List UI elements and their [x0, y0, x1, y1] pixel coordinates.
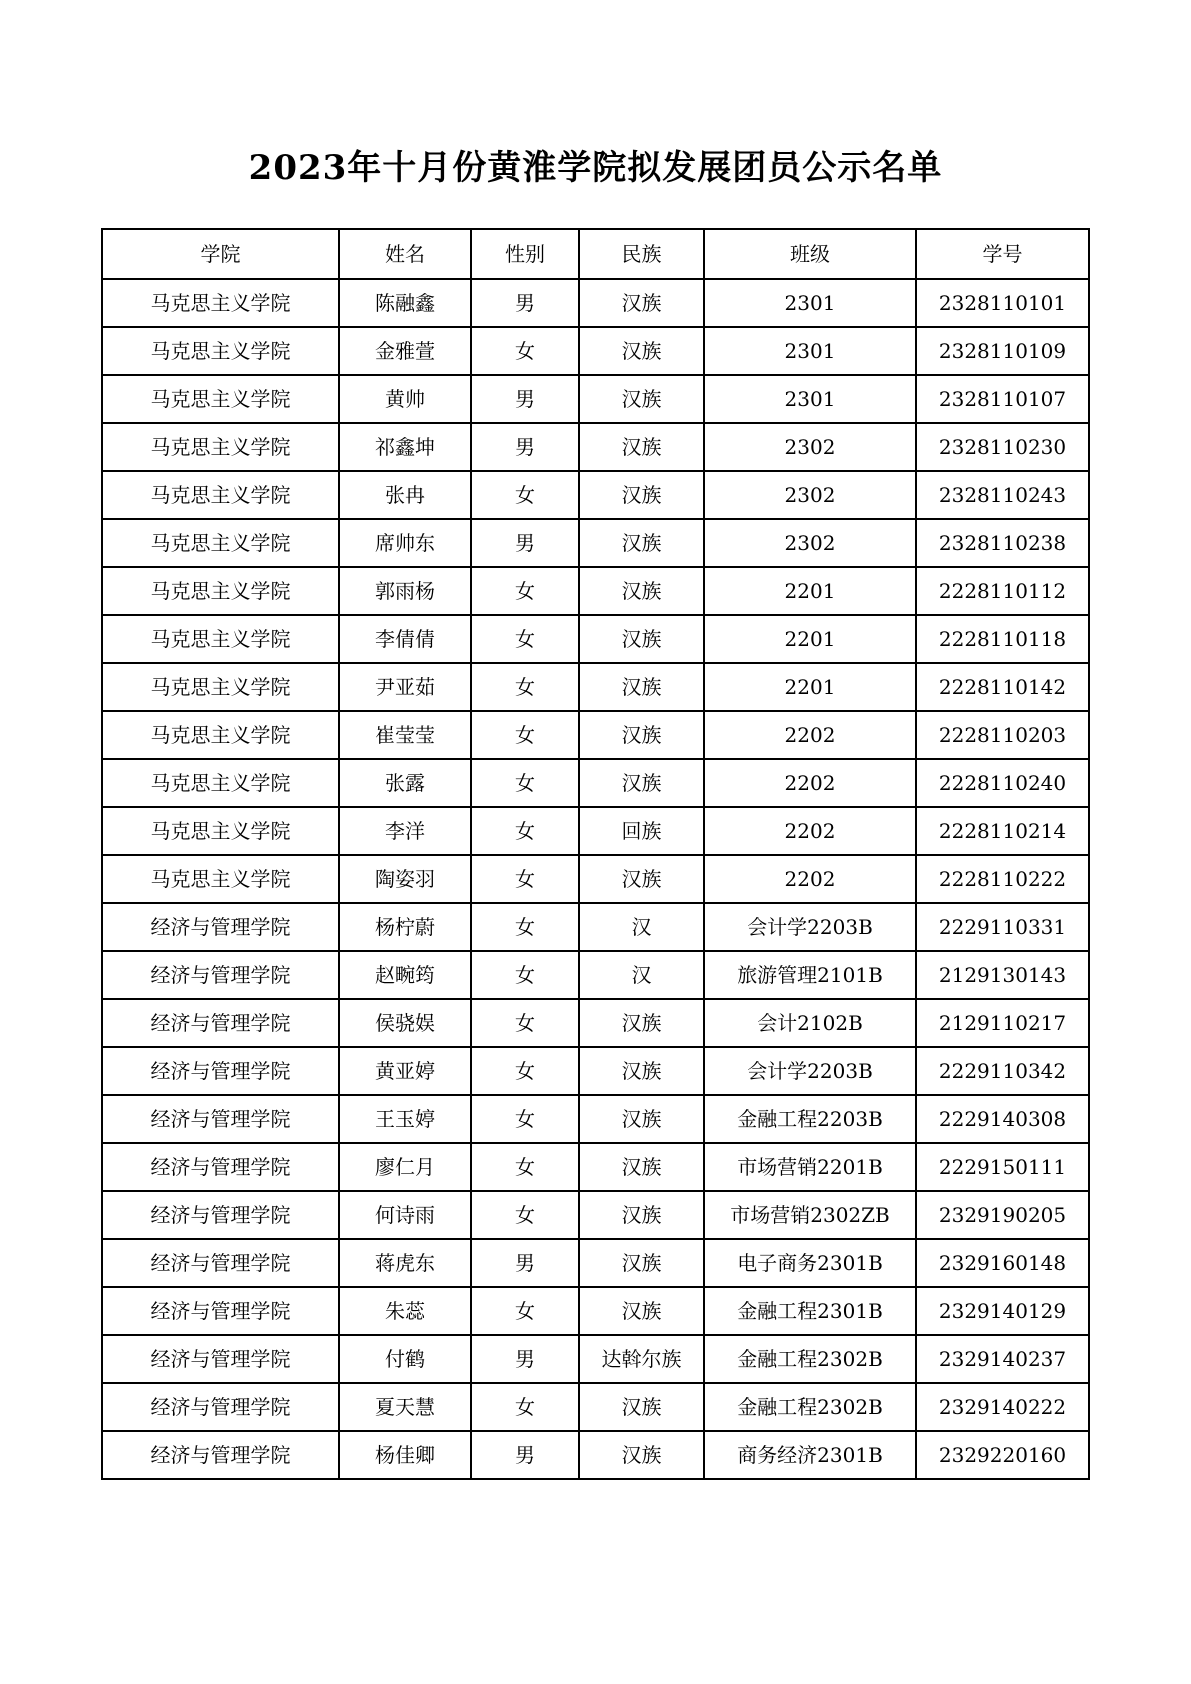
cell-ethnicity: 汉族 — [579, 567, 704, 615]
cell-class: 会计学2203B — [704, 903, 916, 951]
cell-student-id: 2228110142 — [916, 663, 1089, 711]
cell-student-id: 2329160148 — [916, 1239, 1089, 1287]
cell-name: 夏天慧 — [339, 1383, 471, 1431]
cell-class: 2302 — [704, 519, 916, 567]
cell-student-id: 2329220160 — [916, 1431, 1089, 1479]
cell-college: 经济与管理学院 — [102, 1239, 339, 1287]
cell-gender: 女 — [471, 951, 579, 999]
table-row — [102, 855, 1089, 903]
cell-college: 经济与管理学院 — [102, 951, 339, 999]
table-row — [102, 375, 1089, 423]
cell-college: 马克思主义学院 — [102, 327, 339, 375]
cell-college: 经济与管理学院 — [102, 1335, 339, 1383]
cell-ethnicity: 汉族 — [579, 519, 704, 567]
cell-college: 马克思主义学院 — [102, 423, 339, 471]
cell-gender: 男 — [471, 1431, 579, 1479]
cell-name: 何诗雨 — [339, 1191, 471, 1239]
cell-name: 张露 — [339, 759, 471, 807]
cell-gender: 女 — [471, 1287, 579, 1335]
cell-gender: 女 — [471, 711, 579, 759]
cell-ethnicity: 汉族 — [579, 615, 704, 663]
cell-college: 经济与管理学院 — [102, 1287, 339, 1335]
cell-name: 席帅东 — [339, 519, 471, 567]
cell-college: 马克思主义学院 — [102, 375, 339, 423]
cell-ethnicity: 汉族 — [579, 1287, 704, 1335]
cell-ethnicity: 汉族 — [579, 1047, 704, 1095]
cell-college: 经济与管理学院 — [102, 999, 339, 1047]
table-row — [102, 807, 1089, 855]
cell-college: 经济与管理学院 — [102, 903, 339, 951]
cell-student-id: 2328110230 — [916, 423, 1089, 471]
cell-college: 马克思主义学院 — [102, 471, 339, 519]
cell-ethnicity: 汉族 — [579, 663, 704, 711]
cell-student-id: 2328110107 — [916, 375, 1089, 423]
cell-class: 金融工程2203B — [704, 1095, 916, 1143]
cell-class: 商务经济2301B — [704, 1431, 916, 1479]
cell-name: 王玉婷 — [339, 1095, 471, 1143]
cell-gender: 女 — [471, 1095, 579, 1143]
table-row — [102, 423, 1089, 471]
cell-name: 朱蕊 — [339, 1287, 471, 1335]
cell-student-id: 2229140308 — [916, 1095, 1089, 1143]
cell-class: 会计学2203B — [704, 1047, 916, 1095]
cell-name: 赵畹筠 — [339, 951, 471, 999]
cell-ethnicity: 汉 — [579, 903, 704, 951]
cell-ethnicity: 汉族 — [579, 1431, 704, 1479]
table-row — [102, 663, 1089, 711]
cell-ethnicity: 汉族 — [579, 1143, 704, 1191]
cell-student-id: 2329140129 — [916, 1287, 1089, 1335]
table-row — [102, 279, 1089, 327]
header-name: 姓名 — [339, 229, 471, 279]
cell-class: 金融工程2302B — [704, 1383, 916, 1431]
cell-student-id: 2228110203 — [916, 711, 1089, 759]
cell-gender: 女 — [471, 903, 579, 951]
cell-name: 崔莹莹 — [339, 711, 471, 759]
table-body — [102, 279, 1089, 1479]
cell-gender: 女 — [471, 615, 579, 663]
cell-name: 李倩倩 — [339, 615, 471, 663]
cell-class: 2302 — [704, 423, 916, 471]
table-row — [102, 519, 1089, 567]
cell-class: 2201 — [704, 663, 916, 711]
cell-student-id: 2328110101 — [916, 279, 1089, 327]
cell-gender: 女 — [471, 327, 579, 375]
cell-student-id: 2228110112 — [916, 567, 1089, 615]
cell-gender: 女 — [471, 1191, 579, 1239]
cell-gender: 男 — [471, 519, 579, 567]
cell-class: 金融工程2301B — [704, 1287, 916, 1335]
table-row — [102, 1191, 1089, 1239]
cell-gender: 男 — [471, 423, 579, 471]
cell-college: 经济与管理学院 — [102, 1431, 339, 1479]
cell-ethnicity: 汉族 — [579, 711, 704, 759]
cell-gender: 女 — [471, 663, 579, 711]
table-row — [102, 1047, 1089, 1095]
cell-name: 郭雨杨 — [339, 567, 471, 615]
table-row — [102, 1143, 1089, 1191]
cell-ethnicity: 汉 — [579, 951, 704, 999]
table-row — [102, 711, 1089, 759]
header-gender: 性别 — [471, 229, 579, 279]
cell-gender: 女 — [471, 1143, 579, 1191]
cell-college: 马克思主义学院 — [102, 711, 339, 759]
cell-ethnicity: 汉族 — [579, 471, 704, 519]
cell-college: 马克思主义学院 — [102, 663, 339, 711]
cell-college: 马克思主义学院 — [102, 759, 339, 807]
cell-student-id: 2329140237 — [916, 1335, 1089, 1383]
cell-class: 2202 — [704, 807, 916, 855]
cell-class: 电子商务2301B — [704, 1239, 916, 1287]
cell-gender: 男 — [471, 1335, 579, 1383]
cell-name: 付鹤 — [339, 1335, 471, 1383]
table-row — [102, 327, 1089, 375]
cell-name: 张冉 — [339, 471, 471, 519]
cell-college: 马克思主义学院 — [102, 615, 339, 663]
cell-class: 2202 — [704, 759, 916, 807]
cell-name: 尹亚茹 — [339, 663, 471, 711]
table-row — [102, 1287, 1089, 1335]
cell-gender: 女 — [471, 759, 579, 807]
cell-gender: 女 — [471, 855, 579, 903]
header-ethnicity: 民族 — [579, 229, 704, 279]
table-row — [102, 1431, 1089, 1479]
cell-ethnicity: 回族 — [579, 807, 704, 855]
cell-student-id: 2229110331 — [916, 903, 1089, 951]
cell-class: 2302 — [704, 471, 916, 519]
cell-student-id: 2328110243 — [916, 471, 1089, 519]
cell-class: 2301 — [704, 279, 916, 327]
cell-class: 市场营销2201B — [704, 1143, 916, 1191]
header-row — [102, 229, 1089, 279]
cell-class: 2201 — [704, 615, 916, 663]
cell-ethnicity: 汉族 — [579, 855, 704, 903]
cell-college: 马克思主义学院 — [102, 279, 339, 327]
table-row — [102, 759, 1089, 807]
cell-gender: 女 — [471, 1383, 579, 1431]
header-student-id: 学号 — [916, 229, 1089, 279]
cell-gender: 女 — [471, 999, 579, 1047]
cell-ethnicity: 汉族 — [579, 759, 704, 807]
cell-ethnicity: 汉族 — [579, 999, 704, 1047]
cell-class: 旅游管理2101B — [704, 951, 916, 999]
table-row — [102, 615, 1089, 663]
cell-class: 市场营销2302ZB — [704, 1191, 916, 1239]
cell-name: 李洋 — [339, 807, 471, 855]
member-table — [101, 228, 1090, 1480]
cell-name: 蒋虎东 — [339, 1239, 471, 1287]
cell-gender: 女 — [471, 807, 579, 855]
cell-name: 廖仁月 — [339, 1143, 471, 1191]
cell-student-id: 2228110118 — [916, 615, 1089, 663]
cell-ethnicity: 汉族 — [579, 279, 704, 327]
cell-name: 杨佳卿 — [339, 1431, 471, 1479]
cell-class: 2202 — [704, 855, 916, 903]
cell-college: 马克思主义学院 — [102, 807, 339, 855]
cell-gender: 男 — [471, 279, 579, 327]
cell-class: 2201 — [704, 567, 916, 615]
cell-college: 经济与管理学院 — [102, 1191, 339, 1239]
cell-ethnicity: 汉族 — [579, 1191, 704, 1239]
cell-college: 经济与管理学院 — [102, 1047, 339, 1095]
cell-class: 金融工程2302B — [704, 1335, 916, 1383]
cell-college: 马克思主义学院 — [102, 567, 339, 615]
table-row — [102, 903, 1089, 951]
header-class: 班级 — [704, 229, 916, 279]
cell-ethnicity: 汉族 — [579, 1095, 704, 1143]
cell-ethnicity: 汉族 — [579, 375, 704, 423]
table-row — [102, 1239, 1089, 1287]
cell-name: 陈融鑫 — [339, 279, 471, 327]
cell-class: 2301 — [704, 327, 916, 375]
cell-student-id: 2229150111 — [916, 1143, 1089, 1191]
cell-ethnicity: 汉族 — [579, 1383, 704, 1431]
header-college: 学院 — [102, 229, 339, 279]
cell-college: 经济与管理学院 — [102, 1143, 339, 1191]
cell-ethnicity: 达斡尔族 — [579, 1335, 704, 1383]
cell-college: 经济与管理学院 — [102, 1383, 339, 1431]
cell-gender: 男 — [471, 375, 579, 423]
cell-name: 侯骁娱 — [339, 999, 471, 1047]
cell-college: 马克思主义学院 — [102, 519, 339, 567]
cell-college: 马克思主义学院 — [102, 855, 339, 903]
cell-name: 祁鑫坤 — [339, 423, 471, 471]
cell-student-id: 2328110109 — [916, 327, 1089, 375]
cell-name: 黄帅 — [339, 375, 471, 423]
cell-ethnicity: 汉族 — [579, 1239, 704, 1287]
table-row — [102, 999, 1089, 1047]
cell-gender: 女 — [471, 471, 579, 519]
cell-class: 会计2102B — [704, 999, 916, 1047]
cell-gender: 女 — [471, 1047, 579, 1095]
cell-name: 金雅萱 — [339, 327, 471, 375]
table-row — [102, 1383, 1089, 1431]
cell-ethnicity: 汉族 — [579, 327, 704, 375]
table-row — [102, 951, 1089, 999]
cell-college: 经济与管理学院 — [102, 1095, 339, 1143]
cell-student-id: 2229110342 — [916, 1047, 1089, 1095]
cell-student-id: 2328110238 — [916, 519, 1089, 567]
cell-student-id: 2228110222 — [916, 855, 1089, 903]
cell-ethnicity: 汉族 — [579, 423, 704, 471]
cell-name: 陶姿羽 — [339, 855, 471, 903]
page-title: 2023年十月份黄淮学院拟发展团员公示名单 — [248, 148, 943, 188]
cell-gender: 女 — [471, 567, 579, 615]
cell-student-id: 2329190205 — [916, 1191, 1089, 1239]
cell-class: 2301 — [704, 375, 916, 423]
cell-student-id: 2228110240 — [916, 759, 1089, 807]
cell-gender: 男 — [471, 1239, 579, 1287]
cell-student-id: 2329140222 — [916, 1383, 1089, 1431]
cell-name: 杨柠蔚 — [339, 903, 471, 951]
table-row — [102, 567, 1089, 615]
cell-student-id: 2129130143 — [916, 951, 1089, 999]
cell-name: 黄亚婷 — [339, 1047, 471, 1095]
table-header — [102, 229, 1089, 279]
cell-class: 2202 — [704, 711, 916, 759]
cell-student-id: 2129110217 — [916, 999, 1089, 1047]
table-row — [102, 1095, 1089, 1143]
table-row — [102, 471, 1089, 519]
cell-student-id: 2228110214 — [916, 807, 1089, 855]
table-row — [102, 1335, 1089, 1383]
